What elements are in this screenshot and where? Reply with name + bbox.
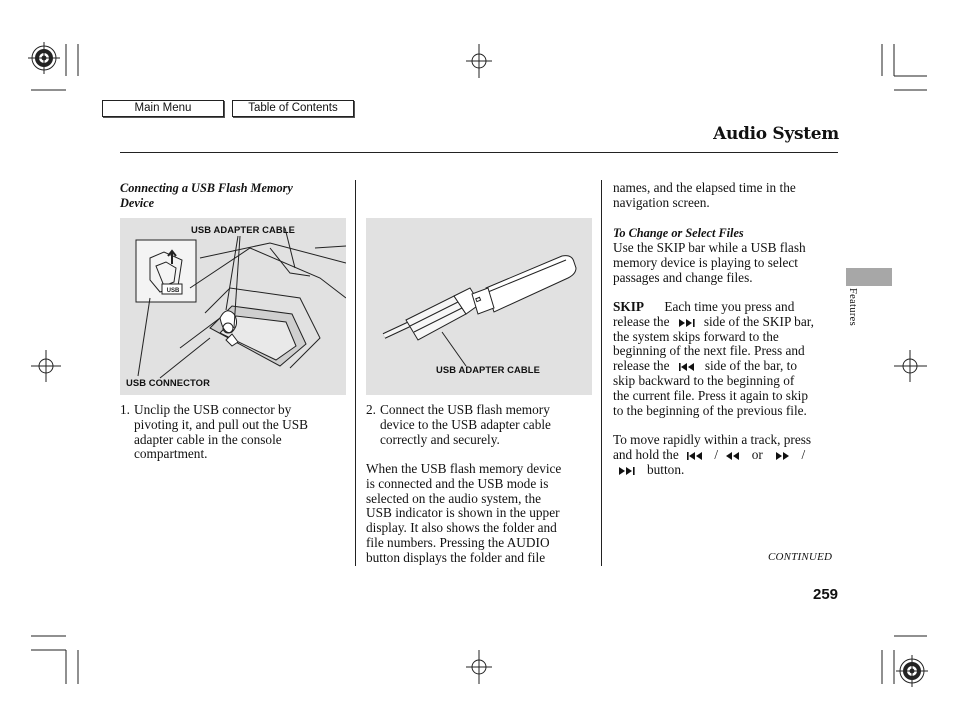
usb-inset-label: USB [166,288,180,294]
flash-drive-figure [366,218,592,395]
skip-back-icon [685,451,709,461]
column-divider-left [355,180,356,566]
usb-adapter-cable-label-2: USB ADAPTER CABLE [436,364,540,375]
rewind-icon [724,451,744,461]
page-number: 259 [813,586,839,603]
usb-adapter-cable-label: USB ADAPTER CABLE [191,224,295,235]
continued-label: CONTINUED [768,551,833,563]
column-divider-right [601,180,602,566]
skip-forward-icon [677,318,701,328]
skip-label: SKIP [613,299,645,314]
console-figure [120,218,346,395]
page-title: Audio System [713,124,839,144]
fast-forward-icon [774,451,794,461]
skip-forward-icon [617,466,641,476]
select-files-paragraph: Use the SKIP bar while a USB flash memory device is playing to select passages and change files. [613,240,806,285]
rapid-move-paragraph: To move rapidly within a track, press and hold the / or / button. [613,432,812,477]
main-menu-button[interactable]: Main Menu [102,100,224,117]
continued-paragraph: names, and the elapsed time in the navigation screen. [613,180,796,210]
console-illustration [120,218,346,395]
features-tab-label: Features [847,288,858,326]
skip-back-icon [677,362,701,372]
features-tab[interactable] [846,268,892,286]
section-heading: Connecting a USB Flash Memory Device [120,181,293,210]
header-rule [120,152,838,153]
change-files-heading: To Change or Select Files [613,226,744,240]
table-of-contents-button[interactable]: Table of Contents [232,100,354,117]
skip-paragraph: SKIP Each time you press and release the side of the SKIP bar, the system skips forward to the beginning of the next file. Press and release the side of the bar, to skip backward to the beginning of the current file. Press it again to skip to the beginning of the previous file. [613,299,814,418]
usb-connector-label: USB CONNECTOR [126,377,210,388]
usb-mode-paragraph: When the USB flash memory device is connected and the USB mode is selected on the audio system, the USB indicator is shown in the upper display. It also shows the folder and file numbers. Pressing the AUDIO button displays the folder and file [366,461,562,565]
